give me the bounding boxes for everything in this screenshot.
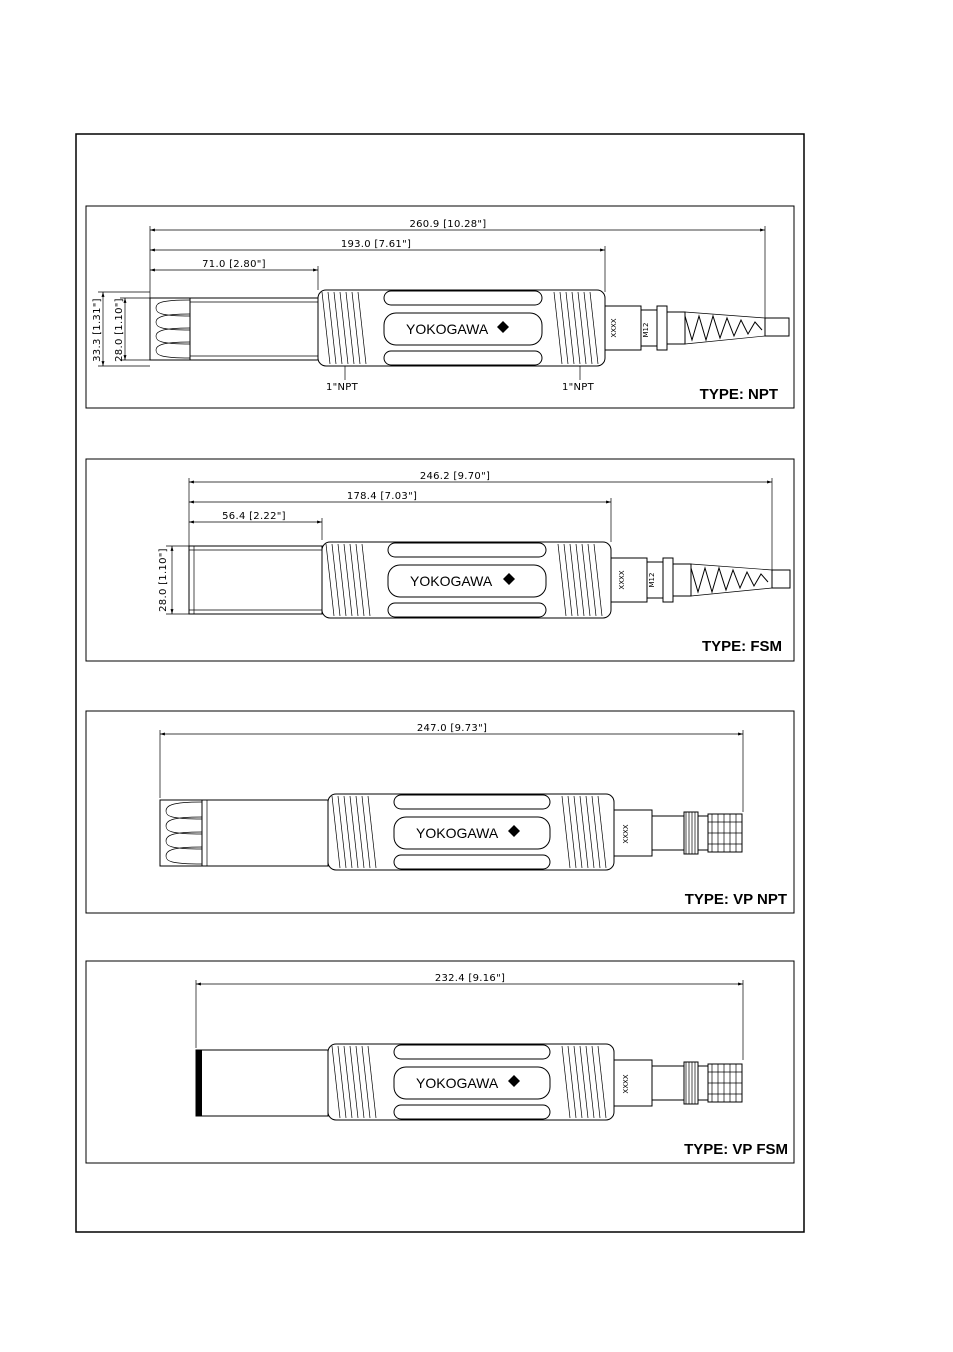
dim-body: 178.4 [7.03"] xyxy=(346,491,418,502)
serial-marking: XXXX xyxy=(610,318,618,338)
dimension-lines xyxy=(98,226,765,380)
type-label: TYPE: VP FSM xyxy=(684,1141,788,1158)
panel-fsm xyxy=(86,459,794,661)
serial-marking: XXXX xyxy=(618,570,626,590)
panel-vp-npt xyxy=(86,711,794,913)
panel-npt xyxy=(86,206,794,408)
type-label: TYPE: NPT xyxy=(699,386,778,403)
brand-logo-text: YOKOGAWA xyxy=(406,321,489,337)
brand-diamond-icon xyxy=(497,321,509,333)
connector-mark: M12 xyxy=(642,322,650,338)
serial-marking: XXXX xyxy=(622,1074,630,1094)
dim-body: 193.0 [7.61"] xyxy=(340,239,412,250)
thread-label-right: 1"NPT xyxy=(561,382,595,393)
brand-diamond-icon xyxy=(503,573,515,585)
dim-tip: 56.4 [2.22"] xyxy=(222,511,286,522)
panel-frame xyxy=(86,459,794,661)
dim-overall: 247.0 [9.73"] xyxy=(416,723,488,734)
panel-frame xyxy=(86,206,794,408)
vdim-outer: 33.3 [1.31"] xyxy=(92,298,103,362)
dim-overall: 260.9 [10.28"] xyxy=(409,219,487,230)
brand-diamond-icon xyxy=(508,1075,520,1087)
type-label: TYPE: FSM xyxy=(701,638,782,655)
vdim-inner: 28.0 [1.10"] xyxy=(114,298,125,362)
vdim-inner: 28.0 [1.10"] xyxy=(158,548,169,612)
thread-label-left: 1"NPT xyxy=(325,382,359,393)
serial-marking: XXXX xyxy=(622,824,630,844)
dim-overall: 246.2 [9.70"] xyxy=(419,471,491,482)
dim-overall: 232.4 [9.16"] xyxy=(434,973,506,984)
connector-mark: M12 xyxy=(648,572,656,588)
panel-vp-fsm xyxy=(86,961,794,1163)
dim-tip: 71.0 [2.80"] xyxy=(202,259,266,270)
brand-logo-text: YOKOGAWA xyxy=(416,1075,499,1091)
brand-logo-text: YOKOGAWA xyxy=(410,573,493,589)
dimension-lines xyxy=(196,980,743,1060)
brand-logo-text: YOKOGAWA xyxy=(416,825,499,841)
type-label: TYPE: VP NPT xyxy=(684,891,787,908)
brand-diamond-icon xyxy=(508,825,520,837)
